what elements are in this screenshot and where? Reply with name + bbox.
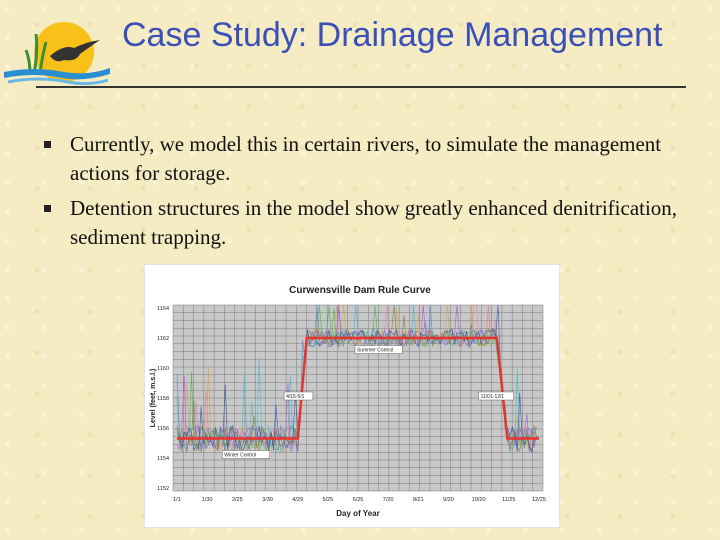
x-tick-label: 1/1 — [173, 497, 181, 503]
x-tick-label: 5/25 — [322, 497, 334, 503]
annotation-label: 11/01-12/1 — [480, 394, 505, 400]
bullet-list — [44, 130, 684, 258]
x-tick-label: 2/25 — [231, 497, 243, 503]
x-tick-label: 9/20 — [443, 497, 454, 503]
bullet-item — [44, 130, 684, 188]
logo — [4, 12, 112, 90]
x-tick-label: 11/25 — [502, 497, 516, 503]
bullet-text: Detention structures in the model show greatly enhanced denitrification, sediment trapping. — [70, 196, 678, 249]
y-tick-label: 1160 — [157, 366, 169, 372]
x-tick-label: 12/25 — [532, 497, 546, 503]
chart-title: Curwensville Dam Rule Curve — [289, 285, 431, 296]
bullet-square-icon — [44, 141, 51, 148]
slide-title: Case Study: Drainage Management — [122, 16, 663, 54]
y-tick-label: 1152 — [157, 486, 169, 492]
x-tick-label: 4/29 — [292, 497, 304, 503]
x-tick-label: 7/20 — [382, 497, 394, 503]
annotation-label: Summer Control — [356, 347, 394, 354]
chart-svg — [145, 265, 559, 527]
y-tick-label: 1164 — [157, 306, 169, 312]
water-wave-icon — [8, 79, 108, 84]
title-divider — [36, 86, 686, 88]
x-tick-label: 6/25 — [352, 497, 364, 503]
rule-curve-chart — [144, 264, 560, 528]
x-axis-label: Day of Year — [336, 509, 380, 518]
bullet-text: Currently, we model this in certain rivers, to simulate the management actions for storage. — [70, 132, 662, 185]
annotation-label: Winter Control — [224, 452, 257, 459]
x-tick-label: 8/21 — [412, 497, 424, 503]
annotation-label: 4/15-5/1 — [286, 394, 305, 400]
x-tick-label: 3/30 — [262, 497, 273, 503]
y-axis-label: Level (feet, m.s.l.) — [150, 368, 157, 428]
bullet-item — [44, 194, 684, 252]
y-tick-label: 1154 — [157, 456, 169, 462]
y-tick-label: 1156 — [157, 426, 169, 432]
y-tick-label: 1162 — [157, 336, 169, 342]
x-tick-label: 10/20 — [471, 497, 486, 503]
x-tick-label: 1/30 — [201, 497, 213, 503]
y-tick-label: 1158 — [157, 396, 169, 402]
bullet-square-icon — [44, 205, 51, 212]
